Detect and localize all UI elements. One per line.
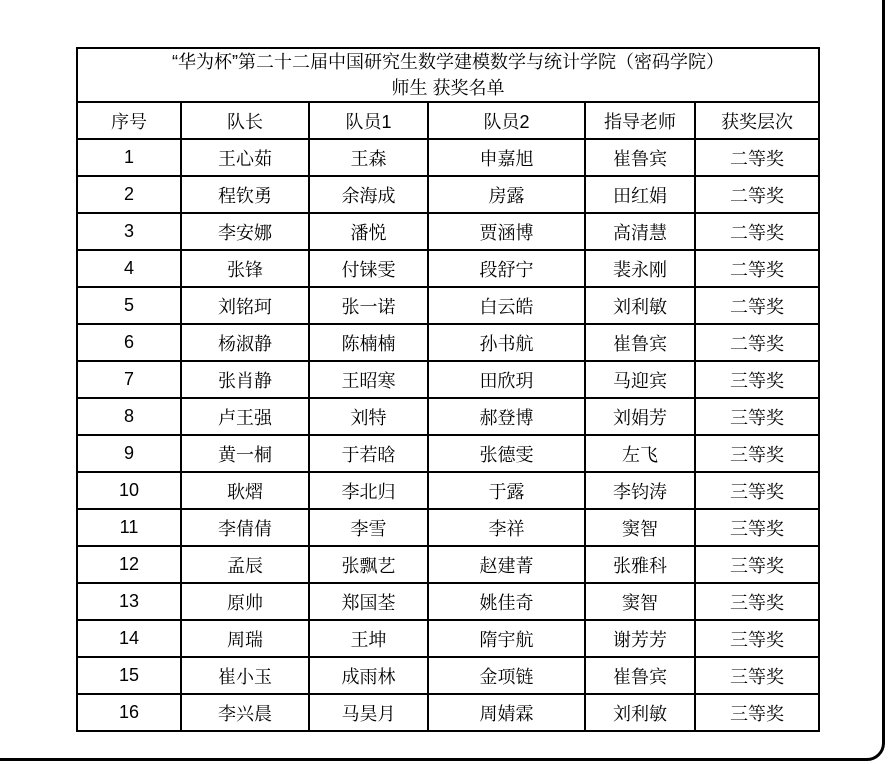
cell-member1: 郑国荃 — [309, 583, 428, 620]
cell-member2: 金项链 — [428, 657, 585, 694]
table-row — [77, 694, 819, 731]
cell-advisor: 崔鲁宾 — [585, 657, 695, 694]
table-title-line1: “华为杯”第二十二届中国研究生数学建模数学与统计学院（密码学院） — [172, 52, 724, 72]
cell-no: 7 — [77, 361, 181, 398]
column-header-award: 获奖层次 — [695, 102, 819, 139]
cell-member2: 贾涵博 — [428, 213, 585, 250]
cell-captain: 卢王强 — [181, 398, 309, 435]
cell-no: 11 — [77, 509, 181, 546]
cell-captain: 张肖静 — [181, 361, 309, 398]
table-title — [77, 48, 819, 102]
cell-captain: 黄一桐 — [181, 435, 309, 472]
award-list-table — [76, 47, 820, 732]
cell-member1: 张飘艺 — [309, 546, 428, 583]
cell-member2: 段舒宁 — [428, 250, 585, 287]
table-row — [77, 139, 819, 176]
cell-award: 三等奖 — [695, 435, 819, 472]
column-header-no: 序号 — [77, 102, 181, 139]
cell-award: 三等奖 — [695, 472, 819, 509]
cell-captain: 原帅 — [181, 583, 309, 620]
cell-advisor: 李钧涛 — [585, 472, 695, 509]
column-header-advisor: 指导老师 — [585, 102, 695, 139]
column-header-captain: 队长 — [181, 102, 309, 139]
cell-captain: 王心茹 — [181, 139, 309, 176]
cell-member1: 王昭寒 — [309, 361, 428, 398]
cell-captain: 杨淑静 — [181, 324, 309, 361]
cell-advisor: 田红娟 — [585, 176, 695, 213]
cell-member2: 姚佳奇 — [428, 583, 585, 620]
table-row — [77, 509, 819, 546]
cell-member2: 张德雯 — [428, 435, 585, 472]
cell-award: 二等奖 — [695, 139, 819, 176]
cell-advisor: 窦智 — [585, 509, 695, 546]
cell-advisor: 刘利敏 — [585, 287, 695, 324]
cell-captain: 刘铭珂 — [181, 287, 309, 324]
cell-member1: 陈楠楠 — [309, 324, 428, 361]
cell-member1: 余海成 — [309, 176, 428, 213]
table-row — [77, 435, 819, 472]
cell-member2: 白云皓 — [428, 287, 585, 324]
table-row — [77, 583, 819, 620]
cell-award: 二等奖 — [695, 324, 819, 361]
cell-member1: 付铼雯 — [309, 250, 428, 287]
cell-captain: 周瑞 — [181, 620, 309, 657]
column-header-member1: 队员1 — [309, 102, 428, 139]
cell-member2: 李祥 — [428, 509, 585, 546]
cell-member1: 李北归 — [309, 472, 428, 509]
cell-award: 三等奖 — [695, 620, 819, 657]
cell-member2: 郝登博 — [428, 398, 585, 435]
cell-member2: 申嘉旭 — [428, 139, 585, 176]
cell-member1: 潘悦 — [309, 213, 428, 250]
cell-advisor: 窦智 — [585, 583, 695, 620]
table-title-line2: 师生 获奖名单 — [391, 78, 505, 98]
cell-member1: 于若晗 — [309, 435, 428, 472]
table-row — [77, 324, 819, 361]
cell-award: 三等奖 — [695, 694, 819, 731]
table-row — [77, 361, 819, 398]
cell-captain: 张锋 — [181, 250, 309, 287]
table-row — [77, 287, 819, 324]
title-row — [77, 48, 819, 102]
cell-no: 1 — [77, 139, 181, 176]
cell-advisor: 刘利敏 — [585, 694, 695, 731]
cell-award: 二等奖 — [695, 287, 819, 324]
cell-no: 14 — [77, 620, 181, 657]
cell-award: 二等奖 — [695, 250, 819, 287]
cell-member1: 张一诺 — [309, 287, 428, 324]
cell-no: 8 — [77, 398, 181, 435]
cell-captain: 耿熠 — [181, 472, 309, 509]
cell-advisor: 崔鲁宾 — [585, 139, 695, 176]
cell-advisor: 马迎宾 — [585, 361, 695, 398]
cell-no: 3 — [77, 213, 181, 250]
cell-award: 三等奖 — [695, 398, 819, 435]
cell-no: 6 — [77, 324, 181, 361]
cell-advisor: 谢芳芳 — [585, 620, 695, 657]
cell-member2: 周婧霖 — [428, 694, 585, 731]
cell-member2: 房露 — [428, 176, 585, 213]
cell-no: 10 — [77, 472, 181, 509]
table-row — [77, 472, 819, 509]
cell-captain: 孟辰 — [181, 546, 309, 583]
cell-award: 三等奖 — [695, 546, 819, 583]
table-row — [77, 213, 819, 250]
column-header-member2: 队员2 — [428, 102, 585, 139]
cell-advisor: 高清慧 — [585, 213, 695, 250]
cell-captain: 崔小玉 — [181, 657, 309, 694]
cell-no: 12 — [77, 546, 181, 583]
cell-no: 4 — [77, 250, 181, 287]
cell-captain: 李安娜 — [181, 213, 309, 250]
cell-no: 13 — [77, 583, 181, 620]
cell-member1: 成雨林 — [309, 657, 428, 694]
cell-award: 三等奖 — [695, 509, 819, 546]
cell-no: 9 — [77, 435, 181, 472]
table-row — [77, 176, 819, 213]
cell-no: 2 — [77, 176, 181, 213]
cell-captain: 李兴晨 — [181, 694, 309, 731]
cell-member1: 马昊月 — [309, 694, 428, 731]
table-row — [77, 250, 819, 287]
cell-captain: 李倩倩 — [181, 509, 309, 546]
cell-member1: 李雪 — [309, 509, 428, 546]
header-row — [77, 102, 819, 139]
cell-no: 5 — [77, 287, 181, 324]
cell-advisor: 崔鲁宾 — [585, 324, 695, 361]
cell-advisor: 裴永刚 — [585, 250, 695, 287]
cell-advisor: 左飞 — [585, 435, 695, 472]
cell-member2: 于露 — [428, 472, 585, 509]
cell-member2: 赵建菁 — [428, 546, 585, 583]
cell-advisor: 张雅科 — [585, 546, 695, 583]
cell-no: 16 — [77, 694, 181, 731]
award-table-body — [77, 48, 819, 731]
cell-captain: 程钦勇 — [181, 176, 309, 213]
cell-member2: 孙书航 — [428, 324, 585, 361]
table-row — [77, 657, 819, 694]
cell-award: 二等奖 — [695, 176, 819, 213]
table-row — [77, 398, 819, 435]
table-row — [77, 546, 819, 583]
cell-member1: 王坤 — [309, 620, 428, 657]
cell-member2: 田欣玥 — [428, 361, 585, 398]
cell-member2: 隋宇航 — [428, 620, 585, 657]
cell-advisor: 刘娟芳 — [585, 398, 695, 435]
cell-no: 15 — [77, 657, 181, 694]
cell-member1: 王森 — [309, 139, 428, 176]
cell-award: 二等奖 — [695, 213, 819, 250]
cell-award: 三等奖 — [695, 657, 819, 694]
cell-award: 三等奖 — [695, 583, 819, 620]
table-row — [77, 620, 819, 657]
cell-member1: 刘特 — [309, 398, 428, 435]
cell-award: 三等奖 — [695, 361, 819, 398]
